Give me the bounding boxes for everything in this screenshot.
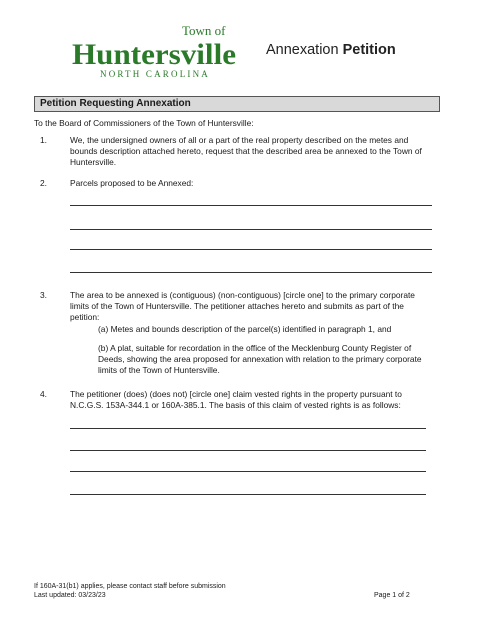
item-1-number: 1. <box>40 135 47 145</box>
town-logo <box>70 22 238 80</box>
footer-updated: Last updated: 03/23/23 <box>34 592 106 599</box>
vested-line-3[interactable] <box>70 471 426 472</box>
subitem-a: (a) Metes and bounds description of the parcel(s) identified in paragraph 1, and <box>98 324 392 334</box>
item-3-number: 3. <box>40 290 47 300</box>
item-1-text: We, the undersigned owners of all or a part of the real property described on the metes and bounds description attached hereto, request that the described area be annexed to the Town of Huntersville. <box>70 135 422 167</box>
item-4-text: The petitioner (does) (does not) [circle one] claim vested rights in the property pursuant to N.C.G.S. 153A-344.1 or 160A-385.1. The basis of this claim of vested rights is as follows: <box>70 389 402 410</box>
item-3-text: The area to be annexed is (contiguous) (non-contiguous) [circle one] to the primary corporate limits of the Town of Huntersville. The petitioner attaches hereto and submits as part of the petition: <box>70 290 415 322</box>
parcel-line-1[interactable] <box>70 205 432 206</box>
logo-name: Huntersville <box>72 38 236 71</box>
page-number: Page 1 of 2 <box>374 592 410 599</box>
subitem-b: (b) A plat, suitable for recordation in the office of the Mecklenburg County Register of Deeds, showing the area proposed for annexation with relation to the primary corporate limits of the Town of Huntersville. <box>98 343 422 375</box>
item-4-number: 4. <box>40 389 47 399</box>
parcel-line-3[interactable] <box>70 249 432 250</box>
logo-state: NORTH CAROLINA <box>100 69 211 79</box>
salutation: To the Board of Commissioners of the Town of Huntersville: <box>34 118 254 128</box>
section-header <box>34 96 440 112</box>
parcel-line-4[interactable] <box>70 272 432 273</box>
parcel-line-2[interactable] <box>70 229 432 230</box>
item-2-number: 2. <box>40 178 47 188</box>
document-title: Annexation Petition <box>266 42 396 58</box>
vested-line-4[interactable] <box>70 494 426 495</box>
section-heading: Petition Requesting Annexation <box>40 98 191 109</box>
vested-line-2[interactable] <box>70 450 426 451</box>
footer-note: If 160A-31(b1) applies, please contact staff before submission <box>34 583 226 590</box>
logo-town-of: Town of <box>182 23 226 38</box>
vested-line-1[interactable] <box>70 428 426 429</box>
item-2-text: Parcels proposed to be Annexed: <box>70 178 194 188</box>
